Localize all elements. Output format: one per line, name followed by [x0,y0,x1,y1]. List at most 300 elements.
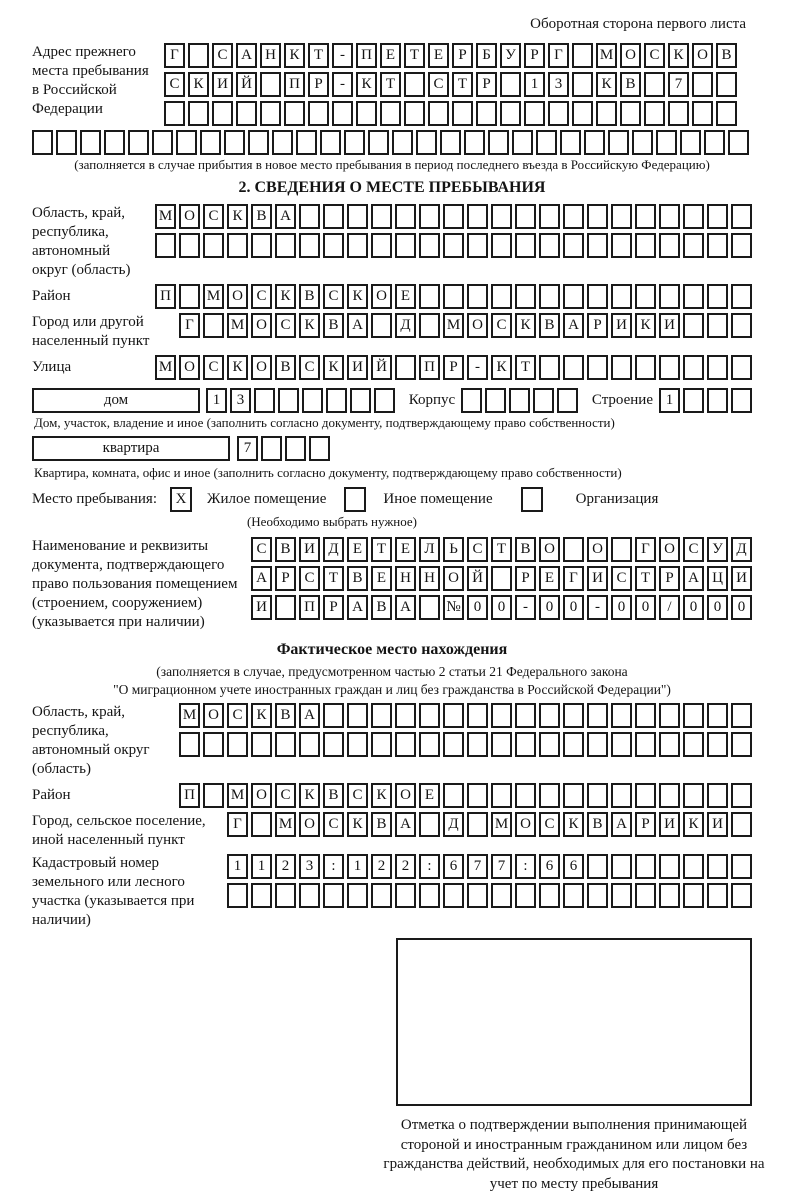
char-box [261,436,282,461]
char-box [683,233,704,258]
char-box: 3 [548,72,569,97]
char-box: Т [635,566,656,591]
char-box: Р [476,72,497,97]
char-box: В [275,703,296,728]
char-box: Л [419,537,440,562]
char-box: Ц [707,566,728,591]
char-box [203,313,224,338]
char-box: К [371,783,392,808]
char-box [512,130,533,155]
char-box [563,537,584,562]
section2-title: 2. СВЕДЕНИЯ О МЕСТЕ ПРЕБЫВАНИЯ [238,179,546,196]
fact-oblast-field [32,703,752,779]
char-box [539,284,560,309]
char-box [332,101,353,126]
char-box [728,130,749,155]
char-box [80,130,101,155]
char-box: И [611,313,632,338]
oblast-label: Область, край, республика, автономный округ (область) [32,205,131,278]
checkbox-organizatsiya[interactable] [521,487,543,512]
char-box [611,204,632,229]
char-box [659,732,680,757]
char-box [572,101,593,126]
char-box [356,101,377,126]
char-box [491,233,512,258]
char-box: И [299,537,320,562]
checkbox-zhiloe-pomeschenie[interactable]: X [170,487,192,512]
char-box [704,130,725,155]
option-inoe-label: Иное помещение [383,491,493,507]
char-box [275,233,296,258]
kvartira-note: Квартира, комната, офис и иное (заполнить согласно документу, подтверждающему право собственности) [34,465,622,480]
char-box: С [323,812,344,837]
char-box [572,43,593,68]
char-box [491,783,512,808]
char-box [467,783,488,808]
raion-label: Район [32,288,71,304]
char-box: Г [164,43,185,68]
char-box [227,883,248,908]
char-box [326,388,347,413]
char-box: В [323,313,344,338]
char-box: Г [227,812,248,837]
char-box [731,233,752,258]
prev-address-field [32,43,752,126]
char-box: Р [275,566,296,591]
char-box [299,732,320,757]
char-box [620,101,641,126]
char-box: А [683,566,704,591]
char-box [683,732,704,757]
char-box [584,130,605,155]
char-box [419,703,440,728]
char-box: С [611,566,632,591]
char-box: К [251,703,272,728]
char-box [272,130,293,155]
char-box: Ь [443,537,464,562]
gorod-row [179,313,752,338]
char-box: П [155,284,176,309]
char-box: О [251,355,272,380]
char-box [251,233,272,258]
char-box [104,130,125,155]
char-box [563,233,584,258]
char-box: Т [404,43,425,68]
char-box [683,313,704,338]
char-box [152,130,173,155]
char-box [320,130,341,155]
char-box [635,883,656,908]
char-box [515,204,536,229]
stamp-note: Отметка о подтверждении выполнения принимающей стороной и иностранным гражданином или лицом без гражданства действий, необходимых для его постановки на учет по месту пребывания [383,1117,765,1192]
char-box [395,703,416,728]
kadastr-row-2 [227,883,752,908]
char-box [467,732,488,757]
char-box: Е [395,284,416,309]
char-box: 2 [371,854,392,879]
char-box: 3 [230,388,251,413]
fact-gorod-row [227,812,752,837]
char-box [731,732,752,757]
char-box [635,783,656,808]
char-box [668,101,689,126]
char-box [731,313,752,338]
char-box [452,101,473,126]
char-box: В [371,595,392,620]
char-box [533,388,554,413]
korpus-cells [461,388,578,413]
char-box [659,233,680,258]
char-box: Й [467,566,488,591]
char-box [587,854,608,879]
char-box [323,703,344,728]
char-box [428,101,449,126]
char-box: 7 [491,854,512,879]
char-box: С [275,313,296,338]
char-box: О [659,537,680,562]
char-box: М [227,313,248,338]
char-box [443,233,464,258]
prev-address-note: (заполняется в случае прибытия в новое место пребывания в период последнего въезда в Российскую Федерацию) [74,157,710,172]
char-box: К [227,204,248,229]
char-box: О [467,313,488,338]
char-box: К [515,313,536,338]
char-box [635,703,656,728]
char-box [659,703,680,728]
char-box: О [251,783,272,808]
char-box [491,732,512,757]
mesto-note: (Необходимо выбрать нужное) [246,514,418,529]
char-box [260,72,281,97]
char-box: Р [308,72,329,97]
char-box [635,854,656,879]
kadastr-row-1 [227,854,752,879]
mesto-row [32,487,752,512]
char-box [596,101,617,126]
kadastr-label: Кадастровый номер земельного или лесного участка (указывается при наличии) [32,855,195,928]
char-box: Г [635,537,656,562]
char-box [632,130,653,155]
char-box [491,883,512,908]
char-box: Р [635,812,656,837]
char-box: Р [443,355,464,380]
char-box: С [644,43,665,68]
char-box: П [284,72,305,97]
char-box [323,204,344,229]
char-box: А [251,566,272,591]
char-box: С [683,537,704,562]
char-box [707,783,728,808]
char-box: № [443,595,464,620]
char-box: М [491,812,512,837]
char-box: М [596,43,617,68]
char-box [587,883,608,908]
char-box [611,732,632,757]
char-box [644,72,665,97]
char-box [731,812,752,837]
prev-address-row-3 [164,101,737,126]
char-box [371,883,392,908]
char-box: 0 [707,595,728,620]
char-box [285,436,306,461]
char-box [212,101,233,126]
char-box [692,72,713,97]
char-box: Т [371,537,392,562]
char-box [587,233,608,258]
stroenie-label: Строение [591,392,653,408]
stamp-box [396,938,752,1106]
char-box: / [659,595,680,620]
oblast-row-2 [155,233,752,258]
char-box [587,355,608,380]
char-box [236,101,257,126]
char-box: О [620,43,641,68]
char-box: И [659,812,680,837]
char-box: П [179,783,200,808]
char-box [419,732,440,757]
char-box [563,355,584,380]
char-box [485,388,506,413]
char-box [416,130,437,155]
char-box: Е [380,43,401,68]
char-box: О [539,537,560,562]
char-box: В [323,783,344,808]
char-box [251,732,272,757]
char-box [683,388,704,413]
char-box [476,101,497,126]
char-box [32,130,53,155]
char-box [56,130,77,155]
char-box: В [347,566,368,591]
char-box [515,233,536,258]
char-box [659,783,680,808]
prev-address-row-2 [164,72,737,97]
char-box [656,130,677,155]
prev-address-rows [164,43,737,126]
char-box [683,883,704,908]
char-box: Р [524,43,545,68]
page-side-note: Оборотная сторона первого листа [530,16,746,32]
char-box [284,101,305,126]
char-box [683,783,704,808]
char-box: В [275,537,296,562]
oblast-rows [155,204,752,258]
char-box [707,233,728,258]
char-box [371,732,392,757]
char-box: Р [659,566,680,591]
char-box: У [707,537,728,562]
char-box: : [323,854,344,879]
char-box [683,355,704,380]
fact-oblast-row-1 [179,703,752,728]
char-box: К [227,355,248,380]
char-box [323,233,344,258]
char-box: Т [452,72,473,97]
char-box [275,732,296,757]
char-box: С [428,72,449,97]
char-box [716,101,737,126]
char-box [464,130,485,155]
char-box [419,313,440,338]
char-box: К [284,43,305,68]
char-box [299,233,320,258]
char-box [419,204,440,229]
char-box: М [155,204,176,229]
raion-field [32,284,752,309]
char-box: В [299,284,320,309]
char-box [395,883,416,908]
char-box [524,101,545,126]
char-box [587,204,608,229]
char-box [683,854,704,879]
char-box [563,783,584,808]
char-box [611,783,632,808]
char-box [563,883,584,908]
char-box: Д [731,537,752,562]
prev-address-row-4 [32,130,752,155]
fact-note-2: "О миграционном учете иностранных граждан и лиц без гражданства в Российской Федерации") [113,682,671,697]
char-box [227,732,248,757]
fact-oblast-rows [179,703,752,757]
raion-row [155,284,752,309]
char-box: 7 [237,436,258,461]
oblast-row-1 [155,204,752,229]
char-box [347,204,368,229]
char-box: О [179,355,200,380]
stamp-area [32,938,752,1110]
char-box [659,204,680,229]
char-box [716,72,737,97]
char-box [707,204,728,229]
char-box: Е [395,537,416,562]
char-box [443,783,464,808]
char-box [635,355,656,380]
char-box: М [275,812,296,837]
char-box [440,130,461,155]
doc-row-3 [251,595,752,620]
char-box: Т [515,355,536,380]
char-box [707,883,728,908]
char-box: В [371,812,392,837]
char-box: А [275,204,296,229]
char-box [659,883,680,908]
char-box [731,204,752,229]
char-box [443,284,464,309]
char-box [557,388,578,413]
char-box [275,595,296,620]
char-box [491,566,512,591]
char-box: О [395,783,416,808]
char-box: Б [476,43,497,68]
char-box: К [356,72,377,97]
char-box: О [227,284,248,309]
char-box [443,204,464,229]
char-box [347,233,368,258]
char-box: А [236,43,257,68]
char-box [179,284,200,309]
char-box [683,284,704,309]
char-box [731,388,752,413]
char-box [395,204,416,229]
char-box [260,101,281,126]
char-box: - [332,43,353,68]
char-box [611,284,632,309]
char-box [347,732,368,757]
char-box: 0 [731,595,752,620]
char-box [443,732,464,757]
char-box: Д [395,313,416,338]
char-box [179,732,200,757]
char-box: О [179,204,200,229]
char-box [515,883,536,908]
kadastr-rows [227,854,752,908]
char-box: Н [260,43,281,68]
kadastr-field [32,854,752,930]
char-box [707,284,728,309]
char-box: К [188,72,209,97]
char-box [203,732,224,757]
char-box [491,284,512,309]
char-box: У [500,43,521,68]
char-box: А [563,313,584,338]
checkbox-inoe-pomeschenie[interactable] [344,487,366,512]
char-box [347,703,368,728]
char-box: С [164,72,185,97]
oblast-field [32,204,752,280]
char-box: М [443,313,464,338]
char-box: 0 [683,595,704,620]
char-box [404,72,425,97]
char-box: 0 [611,595,632,620]
char-box: 6 [539,854,560,879]
char-box [548,101,569,126]
char-box [467,883,488,908]
char-box [611,703,632,728]
char-box: О [515,812,536,837]
char-box: Т [491,537,512,562]
char-box [635,284,656,309]
char-box: К [491,355,512,380]
char-box: В [539,313,560,338]
char-box: Г [548,43,569,68]
char-box: С [347,783,368,808]
fact-raion-row [179,783,752,808]
char-box [155,233,176,258]
char-box [731,854,752,879]
char-box: 1 [347,854,368,879]
char-box: Е [428,43,449,68]
char-box: Г [179,313,200,338]
char-box: Е [371,566,392,591]
char-box [539,355,560,380]
char-box [323,732,344,757]
char-box: С [251,537,272,562]
char-box: Р [452,43,473,68]
char-box [350,388,371,413]
fact-gorod-field [32,812,752,850]
char-box: Р [323,595,344,620]
char-box [731,883,752,908]
char-box [608,130,629,155]
char-box: : [515,854,536,879]
dom-cells [206,388,395,413]
char-box [515,783,536,808]
char-box [611,537,632,562]
char-box: Д [323,537,344,562]
char-box: И [347,355,368,380]
char-box [539,233,560,258]
char-box [461,388,482,413]
